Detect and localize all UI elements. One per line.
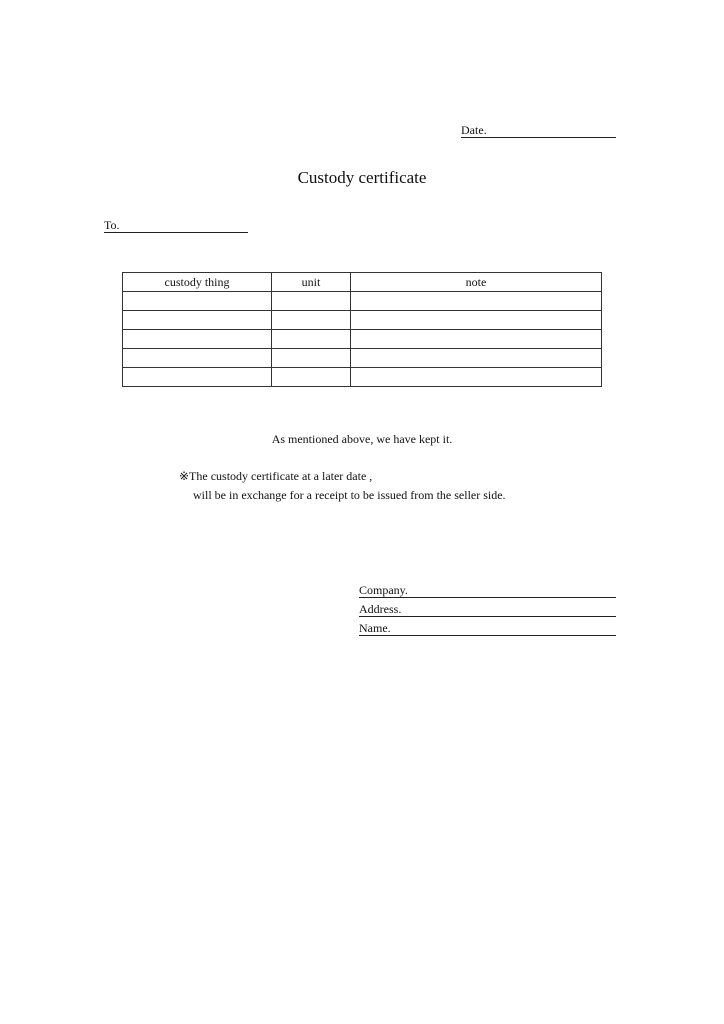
cell-unit[interactable] [272, 330, 351, 349]
name-label: Name. [359, 621, 391, 635]
column-header-unit: unit [272, 273, 351, 292]
recipient-field[interactable] [104, 218, 248, 233]
table-row [123, 368, 602, 387]
cell-unit[interactable] [272, 311, 351, 330]
cell-unit[interactable] [272, 349, 351, 368]
date-label: Date. [461, 123, 487, 137]
date-field[interactable] [461, 123, 616, 138]
cell-custody-thing[interactable] [123, 292, 272, 311]
cell-custody-thing[interactable] [123, 311, 272, 330]
cell-note[interactable] [351, 292, 602, 311]
cell-custody-thing[interactable] [123, 330, 272, 349]
column-header-custody-thing: custody thing [123, 273, 272, 292]
company-field[interactable] [359, 583, 616, 598]
table-row [123, 349, 602, 368]
table-row [123, 311, 602, 330]
cell-note[interactable] [351, 368, 602, 387]
cell-unit[interactable] [272, 368, 351, 387]
cell-note[interactable] [351, 330, 602, 349]
custody-table [122, 272, 602, 387]
cell-note[interactable] [351, 349, 602, 368]
company-label: Company. [359, 583, 408, 597]
cell-note[interactable] [351, 311, 602, 330]
note-line-2: will be in exchange for a receipt to be issued from the seller side. [193, 488, 506, 502]
note-line-1: ※The custody certificate at a later date , [179, 469, 373, 483]
table-row [123, 330, 602, 349]
document-title: Custody certificate [297, 168, 427, 187]
name-field[interactable] [359, 621, 616, 636]
cell-unit[interactable] [272, 292, 351, 311]
address-field[interactable] [359, 602, 616, 617]
statement-text: As mentioned above, we have kept it. [271, 432, 453, 446]
table-row [123, 292, 602, 311]
cell-custody-thing[interactable] [123, 368, 272, 387]
address-label: Address. [359, 602, 402, 616]
table-header-row [123, 273, 602, 292]
column-header-note: note [351, 273, 602, 292]
to-label: To. [104, 218, 120, 232]
cell-custody-thing[interactable] [123, 349, 272, 368]
